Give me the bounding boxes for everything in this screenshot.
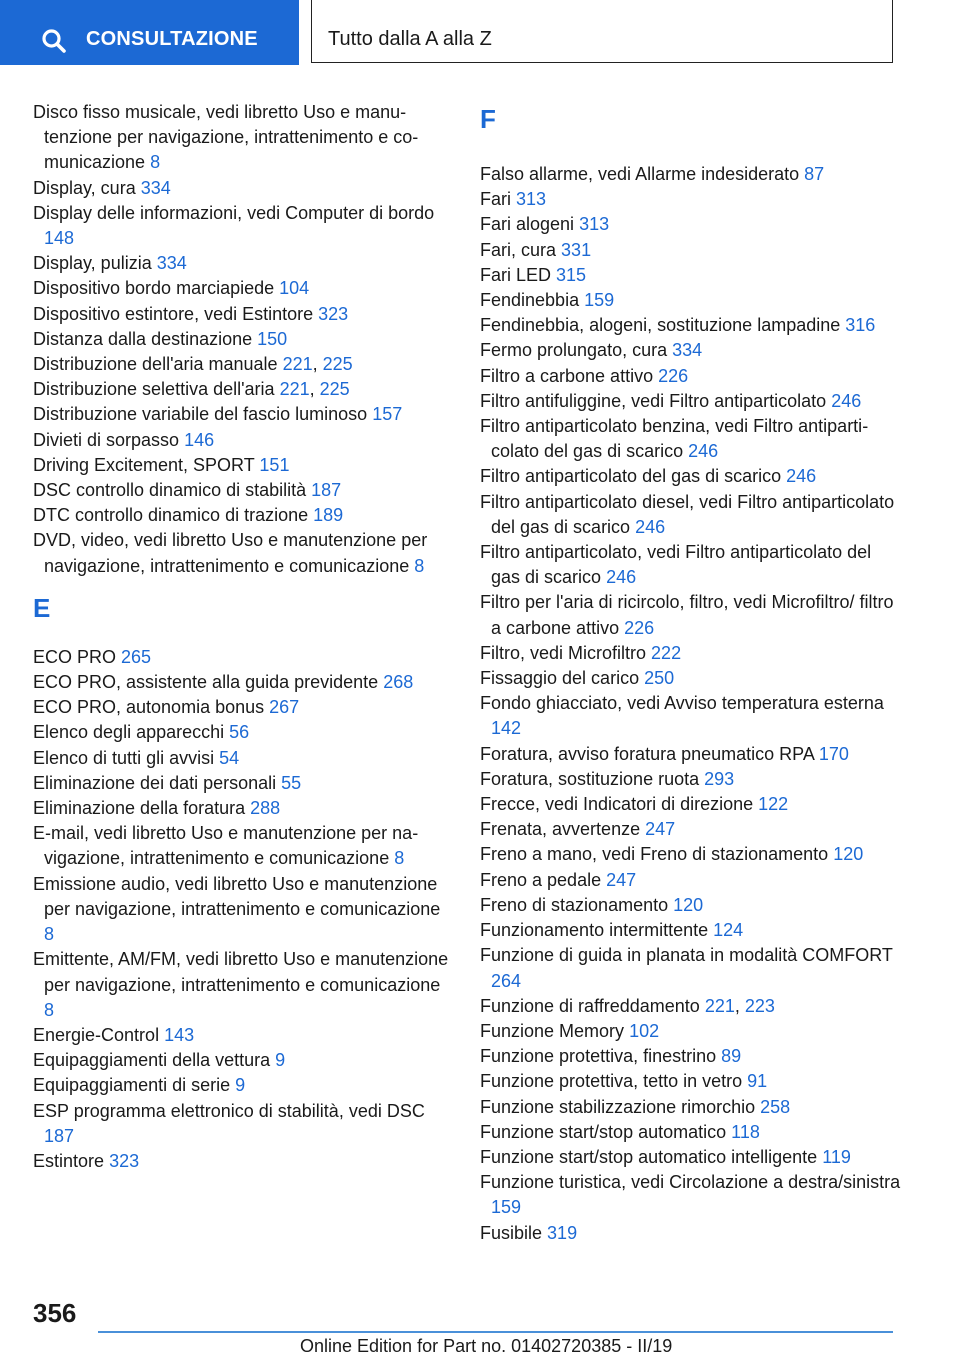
index-entry xyxy=(480,792,905,817)
index-entry-text: Fondo ghiacciato, vedi Avviso temperatura esterna xyxy=(480,693,884,714)
page-reference-link[interactable]: 8 xyxy=(44,924,55,945)
index-entry xyxy=(480,842,905,867)
index-entry xyxy=(480,767,905,792)
page-reference-link[interactable]: 334 xyxy=(672,340,703,361)
index-entry-text: Fendinebbia, alogeni, sostituzione lampadine xyxy=(480,315,841,336)
index-entry xyxy=(480,1069,905,1094)
page-reference-link[interactable]: 189 xyxy=(313,505,344,526)
page-reference-link[interactable]: 8 xyxy=(150,152,161,173)
index-column-left xyxy=(33,100,453,1174)
page-reference-link[interactable]: 9 xyxy=(235,1075,246,1096)
index-entry-text: Fari alogeni xyxy=(480,214,575,235)
index-entry-text: Filtro antiparticolato diesel, vedi Filtro antiparticolato del gas di scarico xyxy=(480,491,895,537)
page-reference-link[interactable]: 146 xyxy=(184,429,215,450)
index-entry-text: Filtro a carbone attivo xyxy=(480,365,654,386)
page-reference-link[interactable]: 246 xyxy=(606,567,637,588)
index-entry-text: Distribuzione variabile del fascio luminoso xyxy=(33,404,368,425)
index-entry xyxy=(480,338,905,363)
index-entry-text: Filtro per l'aria di ricircolo, filtro, vedi Microfiltro/ filtro a carbone attivo xyxy=(480,592,894,638)
search-icon xyxy=(41,28,67,54)
index-entry xyxy=(480,187,905,212)
page-reference-link[interactable]: 8 xyxy=(414,555,425,576)
index-entry-text: Elenco degli apparecchi xyxy=(33,722,225,743)
page-reference-link[interactable]: 124 xyxy=(713,920,744,941)
index-entry xyxy=(480,313,905,338)
index-entry-text: DTC controllo dinamico di trazione xyxy=(33,505,309,526)
page-reference-link[interactable]: 226 xyxy=(658,365,689,386)
index-entry xyxy=(33,1149,453,1174)
index-entry-text: Filtro antiparticolato del gas di scarico xyxy=(480,466,782,487)
index-entry xyxy=(480,868,905,893)
page-reference-link[interactable]: 315 xyxy=(556,264,587,285)
index-entry xyxy=(33,872,453,948)
page-reference-link[interactable]: 8 xyxy=(394,848,405,869)
page-reference-link[interactable]: 143 xyxy=(164,1024,195,1045)
index-section-letter: F xyxy=(480,104,496,134)
index-column-right xyxy=(480,100,905,1246)
index-entry-text: Foratura, avviso foratura pneumatico RPA xyxy=(480,743,814,764)
page-reference-link[interactable]: 55 xyxy=(281,772,302,793)
page-reference-link[interactable]: 221 xyxy=(704,995,735,1016)
page-reference-link[interactable]: 225 xyxy=(319,379,350,400)
page-reference-link[interactable]: 250 xyxy=(644,668,675,689)
index-entry-text: Fissaggio del carico xyxy=(480,668,640,689)
index-entry-text: Funzione protettiva, tetto in vetro xyxy=(480,1071,743,1092)
page-reference-link[interactable]: 157 xyxy=(372,404,403,425)
index-entry xyxy=(33,645,453,670)
index-entry xyxy=(33,1099,453,1149)
page-reference-link[interactable]: 187 xyxy=(44,1125,75,1146)
index-entry-text: Funzione di raffreddamento xyxy=(480,995,700,1016)
index-entry-text: Fermo prolungato, cura xyxy=(480,340,668,361)
page-reference-link[interactable]: 8 xyxy=(44,999,55,1020)
index-entry-text: Distribuzione dell'aria manuale xyxy=(33,354,278,375)
page-reference-link[interactable]: 142 xyxy=(491,718,522,739)
index-entry xyxy=(33,821,453,871)
index-entry-text: ESP programma elettronico di stabilità, vedi DSC xyxy=(33,1100,425,1121)
index-entry xyxy=(33,251,453,276)
index-entry xyxy=(480,364,905,389)
page-reference-link[interactable]: 331 xyxy=(561,239,592,260)
index-entry-text: Dispositivo estintore, vedi Estintore xyxy=(33,303,314,324)
index-entry-text: Disco fisso musicale, vedi libretto Uso e manutenzione per navigazione, intrattenimento e comunicazione xyxy=(33,102,419,173)
page-reference-link[interactable]: 246 xyxy=(786,466,817,487)
index-entry xyxy=(480,1221,905,1246)
index-entry xyxy=(33,276,453,301)
index-entry-text: Dispositivo bordo marciapiede xyxy=(33,278,275,299)
index-entry xyxy=(33,100,453,176)
index-entry xyxy=(33,947,453,1023)
index-entry: Distribuzione selettiva dell'aria 221, 225 xyxy=(33,379,350,400)
page-reference-link[interactable]: 170 xyxy=(818,743,849,764)
index-entry xyxy=(480,742,905,767)
index-entry: Funzione di raffreddamento 221, 223 xyxy=(480,995,775,1016)
index-entry-text: Frecce, vedi Indicatori di direzione xyxy=(480,794,754,815)
index-entry xyxy=(480,943,905,993)
index-entry-text: DVD, video, vedi libretto Uso e manutenzione per navigazione, intrattenimento e comunicazione xyxy=(33,530,428,576)
index-entry xyxy=(480,263,905,288)
page-reference-link[interactable]: 187 xyxy=(311,480,342,501)
index-entry-text: Freno a mano, vedi Freno di stazionamento xyxy=(480,844,829,865)
page-reference-link[interactable]: 226 xyxy=(624,617,655,638)
page-reference-link[interactable]: 323 xyxy=(109,1150,140,1171)
page-reference-link[interactable]: 104 xyxy=(279,278,310,299)
index-entry-text: Freno a pedale xyxy=(480,869,602,890)
page-reference-link[interactable]: 118 xyxy=(731,1121,760,1142)
index-entry-text: Fusibile xyxy=(480,1222,543,1243)
page-reference-link[interactable]: 316 xyxy=(845,315,876,336)
index-entry-text: Eliminazione dei dati personali xyxy=(33,772,277,793)
index-entry xyxy=(480,162,905,187)
page-reference-link[interactable]: 313 xyxy=(516,189,547,210)
index-entry-text: Fari xyxy=(480,189,511,210)
index-entry-text: Funzione start/stop automatico xyxy=(480,1121,727,1142)
index-entry xyxy=(480,1145,905,1170)
index-entry-text: Foratura, sostituzione ruota xyxy=(480,768,700,789)
index-entry xyxy=(480,212,905,237)
page-reference-link[interactable]: 222 xyxy=(651,642,682,663)
page-reference-link[interactable]: 225 xyxy=(322,354,353,375)
index-entry-text: Distanza dalla destinazione xyxy=(33,328,253,349)
index-entry xyxy=(33,428,453,453)
page-reference-link[interactable]: 89 xyxy=(721,1046,742,1067)
index-entry-text: Filtro, vedi Microfiltro xyxy=(480,642,647,663)
index-entry-text: Funzione stabilizzazione rimorchio xyxy=(480,1096,756,1117)
index-entry-text: Estintore xyxy=(33,1150,105,1171)
page-number: 356 xyxy=(33,1298,77,1328)
page-reference-link[interactable]: 246 xyxy=(688,441,719,462)
section-title: Tutto dalla A alla Z xyxy=(328,28,492,50)
index-entry-text: Fari, cura xyxy=(480,239,557,260)
index-entry xyxy=(33,1023,453,1048)
index-entry xyxy=(33,796,453,821)
page-reference-link[interactable]: 221 xyxy=(279,379,310,400)
page-reference-link[interactable]: 334 xyxy=(140,177,171,198)
page-reference-link[interactable]: 122 xyxy=(758,794,789,815)
index-entry xyxy=(33,503,453,528)
index-entry-text: Funzione turistica, vedi Circolazione a destra/sinistra xyxy=(480,1172,901,1193)
index-entry-text: Falso allarme, vedi Allarme indesiderato xyxy=(480,164,800,184)
index-section-letter: E xyxy=(33,592,51,623)
index-entry xyxy=(480,288,905,313)
index-entry xyxy=(480,1044,905,1069)
index-entry-text: Funzione protettiva, finestrino xyxy=(480,1046,717,1067)
page-reference-link[interactable]: 148 xyxy=(44,228,75,249)
page-reference-link[interactable]: 54 xyxy=(219,747,240,768)
page-reference-link[interactable]: 221 xyxy=(282,354,313,375)
page-reference-link[interactable]: 91 xyxy=(747,1071,768,1092)
page-reference-link[interactable]: 151 xyxy=(259,454,290,475)
index-entry-text: Elenco di tutti gli avvisi xyxy=(33,747,215,768)
index-entry-text: Frenata, avvertenze xyxy=(480,819,641,840)
index-entry xyxy=(33,402,453,427)
index-entry-text: Eliminazione della foratura xyxy=(33,798,246,819)
index-entry-text: Funzione start/stop automatico intelligente xyxy=(480,1146,818,1167)
index-entry xyxy=(480,414,905,464)
page-reference-link[interactable]: 247 xyxy=(606,869,637,890)
index-entry-text: Display delle informazioni, vedi Computer di bordo xyxy=(33,202,435,223)
index-entry-text: Fari LED xyxy=(480,264,552,285)
index-entry-text: Filtro antiparticolato, vedi Filtro antiparticolato del gas di scarico xyxy=(480,542,872,588)
page-reference-link[interactable]: 313 xyxy=(579,214,610,235)
index-entry xyxy=(33,201,453,251)
index-entry xyxy=(480,918,905,943)
index-entry-text: Distribuzione selettiva dell'aria xyxy=(33,379,275,400)
index-entry-text: E-mail, vedi libretto Uso e manutenzione per navigazione, intrattenimento e comunicazione xyxy=(33,823,419,869)
index-entry-text: Funzionamento intermittente xyxy=(480,920,709,941)
page-reference-link[interactable]: 246 xyxy=(831,390,862,411)
index-entry-text: Emittente, AM/FM, vedi libretto Uso e manutenzione per navigazione, intrattenimento e comunicazione xyxy=(33,949,449,995)
index-entry xyxy=(480,1120,905,1145)
index-entry-text: Filtro antifuliggine, vedi Filtro antiparticolato xyxy=(480,390,827,411)
index-entry xyxy=(480,1170,905,1220)
page-reference-link[interactable]: 102 xyxy=(629,1020,660,1041)
index-entry xyxy=(33,528,453,578)
index-entry xyxy=(480,1095,905,1120)
index-entry-text: ECO PRO xyxy=(33,646,117,667)
page-reference-link[interactable]: 159 xyxy=(584,290,615,311)
page-reference-link[interactable]: 288 xyxy=(250,798,281,819)
index-entry xyxy=(480,641,905,666)
page-reference-link[interactable]: 293 xyxy=(704,768,735,789)
index-entry-text: ECO PRO, autonomia bonus xyxy=(33,697,265,718)
index-entry xyxy=(480,893,905,918)
index-entry xyxy=(480,540,905,590)
page-reference-link[interactable]: 87 xyxy=(804,164,825,184)
index-entry xyxy=(33,1073,453,1098)
index-entry-text: Driving Excitement, SPORT xyxy=(33,454,255,475)
index-entry xyxy=(480,1019,905,1044)
index-entry xyxy=(480,590,905,640)
index-entry xyxy=(480,666,905,691)
page-reference-link[interactable]: 159 xyxy=(491,1197,522,1218)
index-entry xyxy=(33,746,453,771)
index-entry xyxy=(33,327,453,352)
index-entry xyxy=(33,478,453,503)
index-entry-text: Funzione Memory xyxy=(480,1020,625,1041)
index-entry xyxy=(480,817,905,842)
index-entry-text: Funzione di guida in planata in modalità COMFORT xyxy=(480,945,893,966)
index-entry xyxy=(480,691,905,741)
page-reference-link[interactable]: 319 xyxy=(547,1222,578,1243)
page-reference-link[interactable]: 120 xyxy=(833,844,864,865)
footer-divider xyxy=(98,1331,893,1333)
page-reference-link[interactable]: 265 xyxy=(121,646,152,667)
page-reference-link[interactable]: 268 xyxy=(383,672,414,693)
index-entry xyxy=(33,695,453,720)
page-reference-link[interactable]: 150 xyxy=(257,328,288,349)
index-entry xyxy=(33,1048,453,1073)
index-entry-text: Fendinebbia xyxy=(480,290,580,311)
page-reference-link[interactable]: 223 xyxy=(744,995,775,1016)
page-reference-link[interactable]: 264 xyxy=(491,970,522,991)
page-reference-link[interactable]: 258 xyxy=(760,1096,791,1117)
index-entry-text: Filtro antiparticolato benzina, vedi Filtro antiparticolato del gas di scarico xyxy=(480,416,869,462)
consultation-tab-label: CONSULTAZIONE xyxy=(86,28,258,50)
index-entry xyxy=(33,720,453,745)
edition-footer: Online Edition for Part no. 01402720385 - II/19 xyxy=(300,1336,673,1356)
page-reference-link[interactable]: 247 xyxy=(645,819,676,840)
index-entry-text: Emissione audio, vedi libretto Uso e manutenzione per navigazione, intrattenimento e comunicazione xyxy=(33,873,441,919)
index-entry xyxy=(480,238,905,263)
index-entry-text: Display, pulizia xyxy=(33,253,152,274)
index-entry-text: Energie-Control xyxy=(33,1024,160,1045)
index-entry-text: Freno di stazionamento xyxy=(480,894,669,915)
index-entry-text: Equipaggiamenti della vettura xyxy=(33,1050,271,1071)
index-entry xyxy=(33,302,453,327)
index-entry-text: ECO PRO, assistente alla guida previdente xyxy=(33,672,379,693)
index-entry: Distribuzione dell'aria manuale 221, 225 xyxy=(33,354,353,375)
page-reference-link[interactable]: 334 xyxy=(156,253,187,274)
index-entry xyxy=(480,464,905,489)
page-reference-link[interactable]: 267 xyxy=(269,697,300,718)
page-reference-link[interactable]: 246 xyxy=(635,516,666,537)
consultation-tab[interactable] xyxy=(0,0,299,65)
index-entry-text: Divieti di sorpasso xyxy=(33,429,180,450)
index-entry xyxy=(33,771,453,796)
index-entry-text: Display, cura xyxy=(33,177,136,198)
page-reference-link[interactable]: 56 xyxy=(229,722,250,743)
index-entry xyxy=(33,176,453,201)
index-entry xyxy=(33,453,453,478)
index-entry xyxy=(480,389,905,414)
index-entry xyxy=(33,670,453,695)
index-entry-text: DSC controllo dinamico di stabilità xyxy=(33,480,307,501)
page-reference-link[interactable]: 323 xyxy=(318,303,349,324)
page-reference-link[interactable]: 9 xyxy=(275,1050,286,1071)
page-reference-link[interactable]: 119 xyxy=(822,1146,851,1167)
page-reference-link[interactable]: 120 xyxy=(673,894,704,915)
index-entry xyxy=(480,490,905,540)
index-entry-text: Equipaggiamenti di serie xyxy=(33,1075,231,1096)
section-header xyxy=(311,0,893,63)
